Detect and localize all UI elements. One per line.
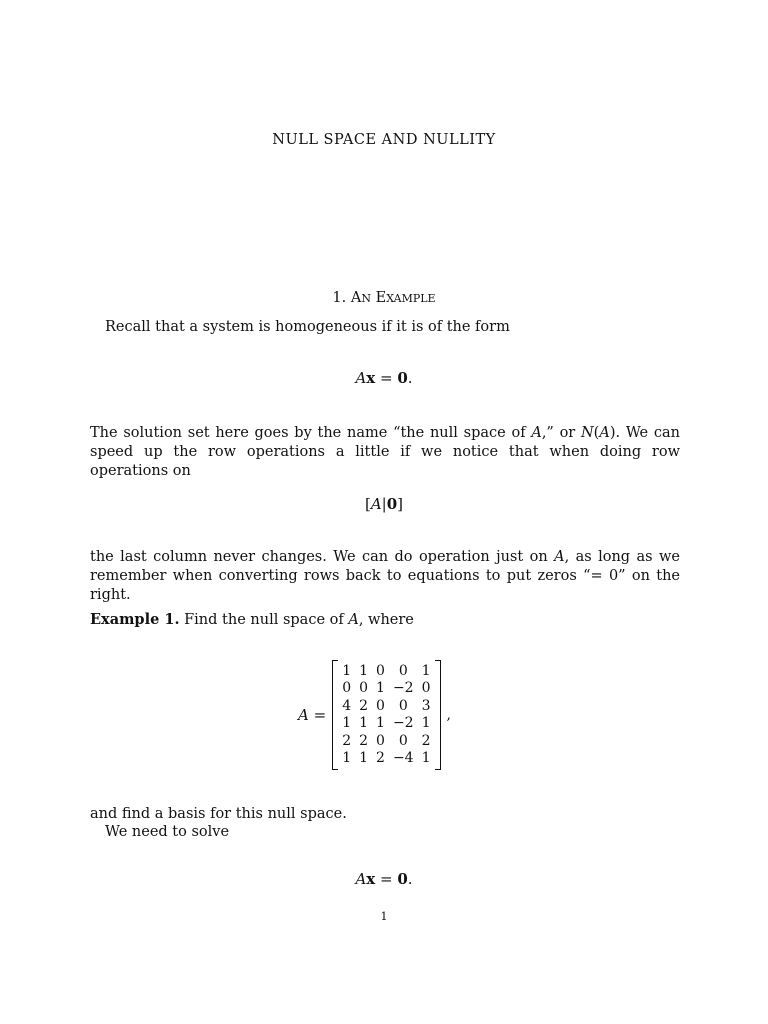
para3-text-1: the last column never changes. We can do operation just on	[90, 549, 555, 565]
paragraph-null-space	[90, 424, 680, 481]
section-number: 1.	[332, 290, 347, 306]
section-heading-rest-1: N	[361, 292, 371, 305]
matrix-label-eq: =	[308, 706, 327, 724]
matrix-row	[338, 663, 434, 681]
matrix-cell: 1	[359, 662, 369, 679]
example-label: Example 1.	[90, 611, 180, 628]
matrix-cell: 3	[421, 697, 431, 714]
section-heading-rest-2: XAMPLE	[386, 292, 436, 305]
matrix-cell: 2	[359, 732, 369, 749]
paragraph-need-to-solve: We need to solve	[105, 824, 230, 840]
eq3-lhs: A	[355, 870, 367, 888]
matrix-cell: 4	[342, 697, 352, 714]
matrix-row	[338, 680, 434, 698]
para2-text-4: ). We can speed up the row operations a little if we notice that when doing row operations on	[90, 425, 680, 479]
matrix-row	[338, 733, 434, 751]
matrix-cell: −2	[392, 715, 414, 731]
matrix-cell: 2	[342, 732, 352, 749]
eq2-close: ]	[397, 495, 404, 513]
matrix-cell: 2	[421, 732, 431, 749]
matrix-cell: 0	[398, 732, 408, 749]
paragraph-last-column	[90, 548, 680, 605]
matrix-row	[338, 715, 434, 733]
matrix-equation	[298, 660, 451, 770]
matrix-cell: 2	[359, 697, 369, 714]
page-title: NULL SPACE AND NULLITY	[272, 132, 496, 148]
matrix-cell: 0	[376, 662, 385, 679]
example-text-2: , where	[358, 612, 414, 628]
example-text-1: Find the null space of	[179, 612, 349, 628]
matrix-cell: 0	[421, 680, 431, 696]
matrix-row	[338, 750, 434, 768]
eq3-x: x	[366, 870, 376, 888]
eq3-rhs: 0	[397, 870, 408, 888]
para3-text-2: , as long as we remember when converting rows back to equations to put zeros “= 0” on the right.	[90, 549, 680, 603]
section-heading	[0, 290, 768, 306]
matrix-cell: 1	[421, 715, 431, 731]
para2-N: N	[580, 425, 594, 441]
matrix-cell: −4	[392, 750, 414, 766]
para2-text-3: (	[593, 425, 600, 441]
equation-augmented	[0, 495, 768, 513]
matrix-row	[338, 698, 434, 716]
para2-A-1: A	[531, 425, 542, 441]
eq3-end: .	[407, 870, 413, 888]
matrix-cell: 0	[398, 697, 408, 714]
equation-ax-0	[0, 369, 768, 387]
matrix-cell: 1	[359, 715, 369, 731]
paragraph-find-basis: and find a basis for this null space.	[90, 806, 347, 822]
paragraph-homogeneous: Recall that a system is homogeneous if it is of the form	[105, 319, 510, 335]
matrix-cell: 0	[342, 680, 352, 696]
matrix-cell: 1	[342, 662, 352, 679]
matrix-cell: 1	[359, 750, 369, 766]
matrix-cell: 1	[342, 750, 352, 766]
eq2-open: [	[364, 495, 371, 513]
section-heading-letter-2: E	[375, 290, 387, 306]
matrix-cell: 0	[376, 697, 385, 714]
example-statement	[90, 610, 680, 630]
eq1-eq: =	[375, 369, 398, 387]
matrix-cell: 1	[421, 750, 431, 766]
para2-text-1: The solution set here goes by the name “the null space of	[90, 425, 532, 441]
matrix-cell: 2	[376, 750, 385, 766]
eq3-eq: =	[375, 870, 398, 888]
matrix-label	[298, 706, 326, 724]
matrix-cell: −2	[392, 680, 414, 696]
para3-A: A	[554, 549, 565, 565]
eq1-end: .	[407, 369, 413, 387]
para2-A-2: A	[599, 425, 610, 441]
matrix-cell: 1	[376, 680, 385, 696]
section-heading-letter-1: A	[350, 290, 362, 306]
matrix-cell: 1	[376, 715, 385, 731]
matrix-comma: ,	[446, 707, 451, 723]
eq1-rhs: 0	[397, 369, 408, 387]
eq1-lhs: A	[355, 369, 367, 387]
para2-text-2: ,” or	[541, 425, 581, 441]
matrix-right-bracket	[435, 660, 441, 770]
matrix-cell: 0	[359, 680, 369, 696]
eq2-bar: |	[381, 495, 387, 513]
equation-ax-0-second	[0, 870, 768, 888]
page-number: 1	[380, 910, 388, 923]
matrix-cell: 1	[342, 715, 352, 731]
matrix-label-A: A	[298, 706, 309, 724]
eq2-zero: 0	[386, 495, 398, 513]
example-A: A	[348, 612, 359, 628]
matrix	[338, 663, 434, 768]
eq1-x: x	[366, 369, 376, 387]
matrix-cell: 1	[421, 662, 431, 679]
eq2-A: A	[370, 495, 382, 513]
matrix-cell: 0	[376, 732, 385, 749]
matrix-cell: 0	[398, 662, 408, 679]
